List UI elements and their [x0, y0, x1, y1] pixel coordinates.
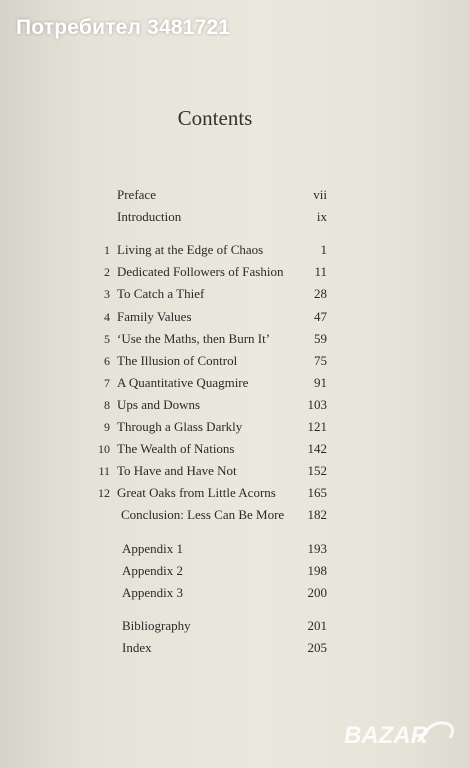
toc-entry-bibliography	[0, 616, 470, 636]
toc-entry-page: 121	[307, 419, 327, 434]
toc-chapter-11	[0, 461, 470, 481]
contents-heading: Contents	[177, 106, 253, 130]
toc-entry-page: 28	[314, 286, 327, 301]
toc-chapter-3	[0, 284, 470, 304]
chapter-number: 12	[98, 486, 110, 500]
user-watermark: Потребител 3481721	[16, 16, 231, 39]
chapter-number: 6	[104, 354, 110, 368]
toc-entry-label: To Catch a Thief	[117, 286, 205, 301]
toc-entry-label: The Wealth of Nations	[117, 441, 235, 456]
toc-entry-page: ix	[316, 209, 327, 224]
toc-entry-label: Appendix 1	[122, 541, 184, 556]
chapter-number: 2	[104, 265, 110, 279]
toc-entry-label: Ups and Downs	[117, 397, 201, 412]
toc-chapter-2	[0, 262, 470, 282]
logo-swoosh-icon	[344, 716, 462, 756]
toc-entry-page: 152	[307, 463, 327, 478]
toc-entry-appendix-2	[0, 561, 470, 581]
toc-entry-page: 193	[307, 541, 327, 556]
toc-entry-label: Family Values	[117, 309, 192, 324]
toc-entry-label: To Have and Have Not	[117, 463, 237, 478]
chapter-number: 5	[104, 332, 110, 346]
toc-entry-page: 11	[314, 264, 327, 279]
toc-chapter-4	[0, 307, 470, 327]
toc-entry-page: 165	[307, 485, 327, 500]
toc-entry-page: 91	[314, 375, 327, 390]
toc-chapter-7	[0, 373, 470, 393]
toc-entry-page: 142	[307, 441, 327, 456]
chapter-number: 11	[98, 464, 110, 478]
toc-entry-label: Conclusion: Less Can Be More	[121, 507, 285, 522]
chapter-number: 4	[104, 310, 110, 324]
chapter-number: 10	[98, 442, 110, 456]
chapter-number: 3	[104, 287, 110, 301]
toc-entry-label: Appendix 2	[122, 563, 184, 578]
toc-entry-introduction	[0, 207, 470, 227]
toc-entry-page: 201	[307, 618, 327, 633]
toc-entry-label: Great Oaks from Little Acorns	[117, 485, 276, 500]
bazar-logo	[344, 716, 462, 756]
toc-entry-label: Index	[122, 640, 152, 655]
toc-entry-label: ‘Use the Maths, then Burn It’	[117, 331, 271, 346]
toc-entry-label: Appendix 3	[122, 585, 184, 600]
chapter-number: 7	[104, 376, 110, 390]
toc-chapter-8	[0, 395, 470, 415]
toc-entry-label: Introduction	[117, 209, 182, 224]
toc-entry-label: Living at the Edge of Chaos	[117, 242, 264, 257]
toc-entry-page: 182	[307, 507, 327, 522]
toc-entry-label: Dedicated Followers of Fashion	[117, 264, 284, 279]
toc-entry-index	[0, 638, 470, 658]
toc-entry-page: 198	[307, 563, 327, 578]
toc-chapter-6	[0, 351, 470, 371]
toc-entry-conclusion	[0, 505, 470, 525]
toc-entry-label: The Illusion of Control	[117, 353, 238, 368]
toc-entry-label: A Quantitative Quagmire	[117, 375, 249, 390]
toc-entry-page: vii	[313, 187, 327, 202]
toc-entry-page: 103	[307, 397, 327, 412]
chapter-number: 1	[104, 243, 110, 257]
toc-entry-appendix-1	[0, 539, 470, 559]
toc-entry-page: 200	[307, 585, 327, 600]
logo-text: BAZAR	[344, 722, 428, 749]
toc-entry-page: 75	[314, 353, 327, 368]
toc-chapter-1	[0, 240, 470, 260]
toc-entry-page: 47	[314, 309, 327, 324]
toc-entry-page: 1	[320, 242, 327, 257]
toc-chapter-10	[0, 439, 470, 459]
chapter-number: 9	[104, 420, 110, 434]
toc-entry-appendix-3	[0, 583, 470, 603]
toc-chapter-9	[0, 417, 470, 437]
toc-entry-label: Through a Glass Darkly	[117, 419, 243, 434]
toc-entry-label: Bibliography	[122, 618, 191, 633]
toc-chapter-5	[0, 329, 470, 349]
toc-entry-preface	[0, 185, 470, 205]
chapter-number: 8	[104, 398, 110, 412]
toc-entry-page: 59	[314, 331, 327, 346]
toc-chapter-12	[0, 483, 470, 503]
toc-entry-page: 205	[307, 640, 327, 655]
toc-entry-label: Preface	[117, 187, 156, 202]
